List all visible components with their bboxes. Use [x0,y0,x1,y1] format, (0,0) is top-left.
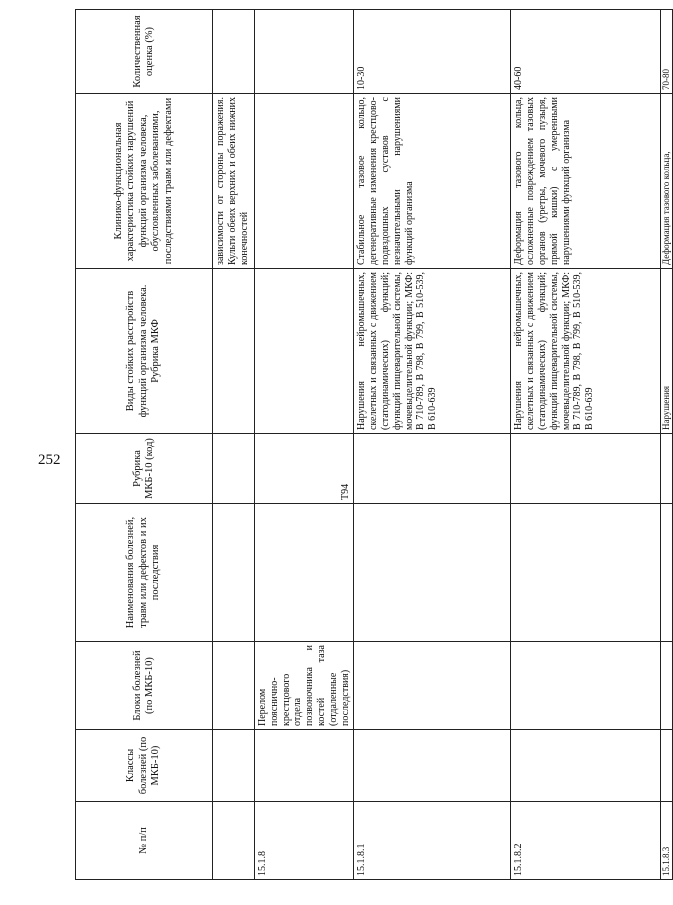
cell-score: 40-60 [511,10,661,94]
cell-block: Перелом пояснично-крестцового отдела позвоночника и костей таза (отдаленные последствия) [255,642,354,730]
cell-score: 10-30 [354,10,511,94]
table-row [255,10,354,880]
header-score: Количественная оценка (%) [76,10,213,94]
cell-num: 15.1.8.1 [354,802,511,880]
cell-clinical: Деформация тазового кольца, [661,94,673,269]
cell-clinical: Стабильное тазовое кольцо, дегенеративные изменения крестцово-подвздошных суставов с незначительными нарушениями функций организма [354,94,511,269]
cell-score: 70-80 [661,10,673,94]
cell-clinical: зависимости от стороны поражения. Культи обеих верхних и обеих нижних конечностей [213,94,255,269]
cell-types: Нарушения нейромышечных, скелетных и связанных с движением (статодинамических) функций; функций пищеварительной системы, мочевыделительной функции; МКФ: В 710-789, В 798, В 799, В 510-539, В 610-639 [354,269,511,434]
cell-num: 15.1.8 [255,802,354,880]
cell-num: 15.1.8.2 [511,802,661,880]
cell-types: Нарушения [661,269,673,434]
header-code: Рубрика МКБ-10 (код) [76,434,213,504]
header-num: № п/п [76,802,213,880]
classification-table [75,9,673,880]
table-row [661,10,673,880]
header-name: Наименования болезней, травм или дефектов и их последствия [76,504,213,642]
cell-code: Т94 [255,434,354,504]
page-number: 252 [38,452,61,468]
cell-types: Нарушения нейромышечных, скелетных и связанных с движением (статодинамических) функций; функций пищеварительной системы, мочевыделительной функции; МКФ: В 710-789, В 798, В 799, В 510-539, В 610-639 [511,269,661,434]
header-types: Виды стойких расстройств функций организма человека. Рубрика МКФ [76,269,213,434]
header-class: Классы болезней (по МКБ-10) [76,730,213,802]
header-block: Блоки болезней (по МКБ-10) [76,642,213,730]
table-row [354,10,511,880]
cell-num: 15.1.8.3 [661,802,673,880]
classification-table-rotated [75,10,672,880]
table-row [511,10,661,880]
cell-clinical: Деформация тазового кольца, осложненные повреждением тазовых органов (уретры, мочевого пузыря, прямой кишки) с умеренными нарушениями функций организма [511,94,661,269]
header-row [76,10,213,880]
header-clinical: Клинико-функциональная характеристика стойких нарушений функций организма человека, обусловленных заболеваниями, последствиями травм или дефектами [76,94,213,269]
table-row [213,10,255,880]
